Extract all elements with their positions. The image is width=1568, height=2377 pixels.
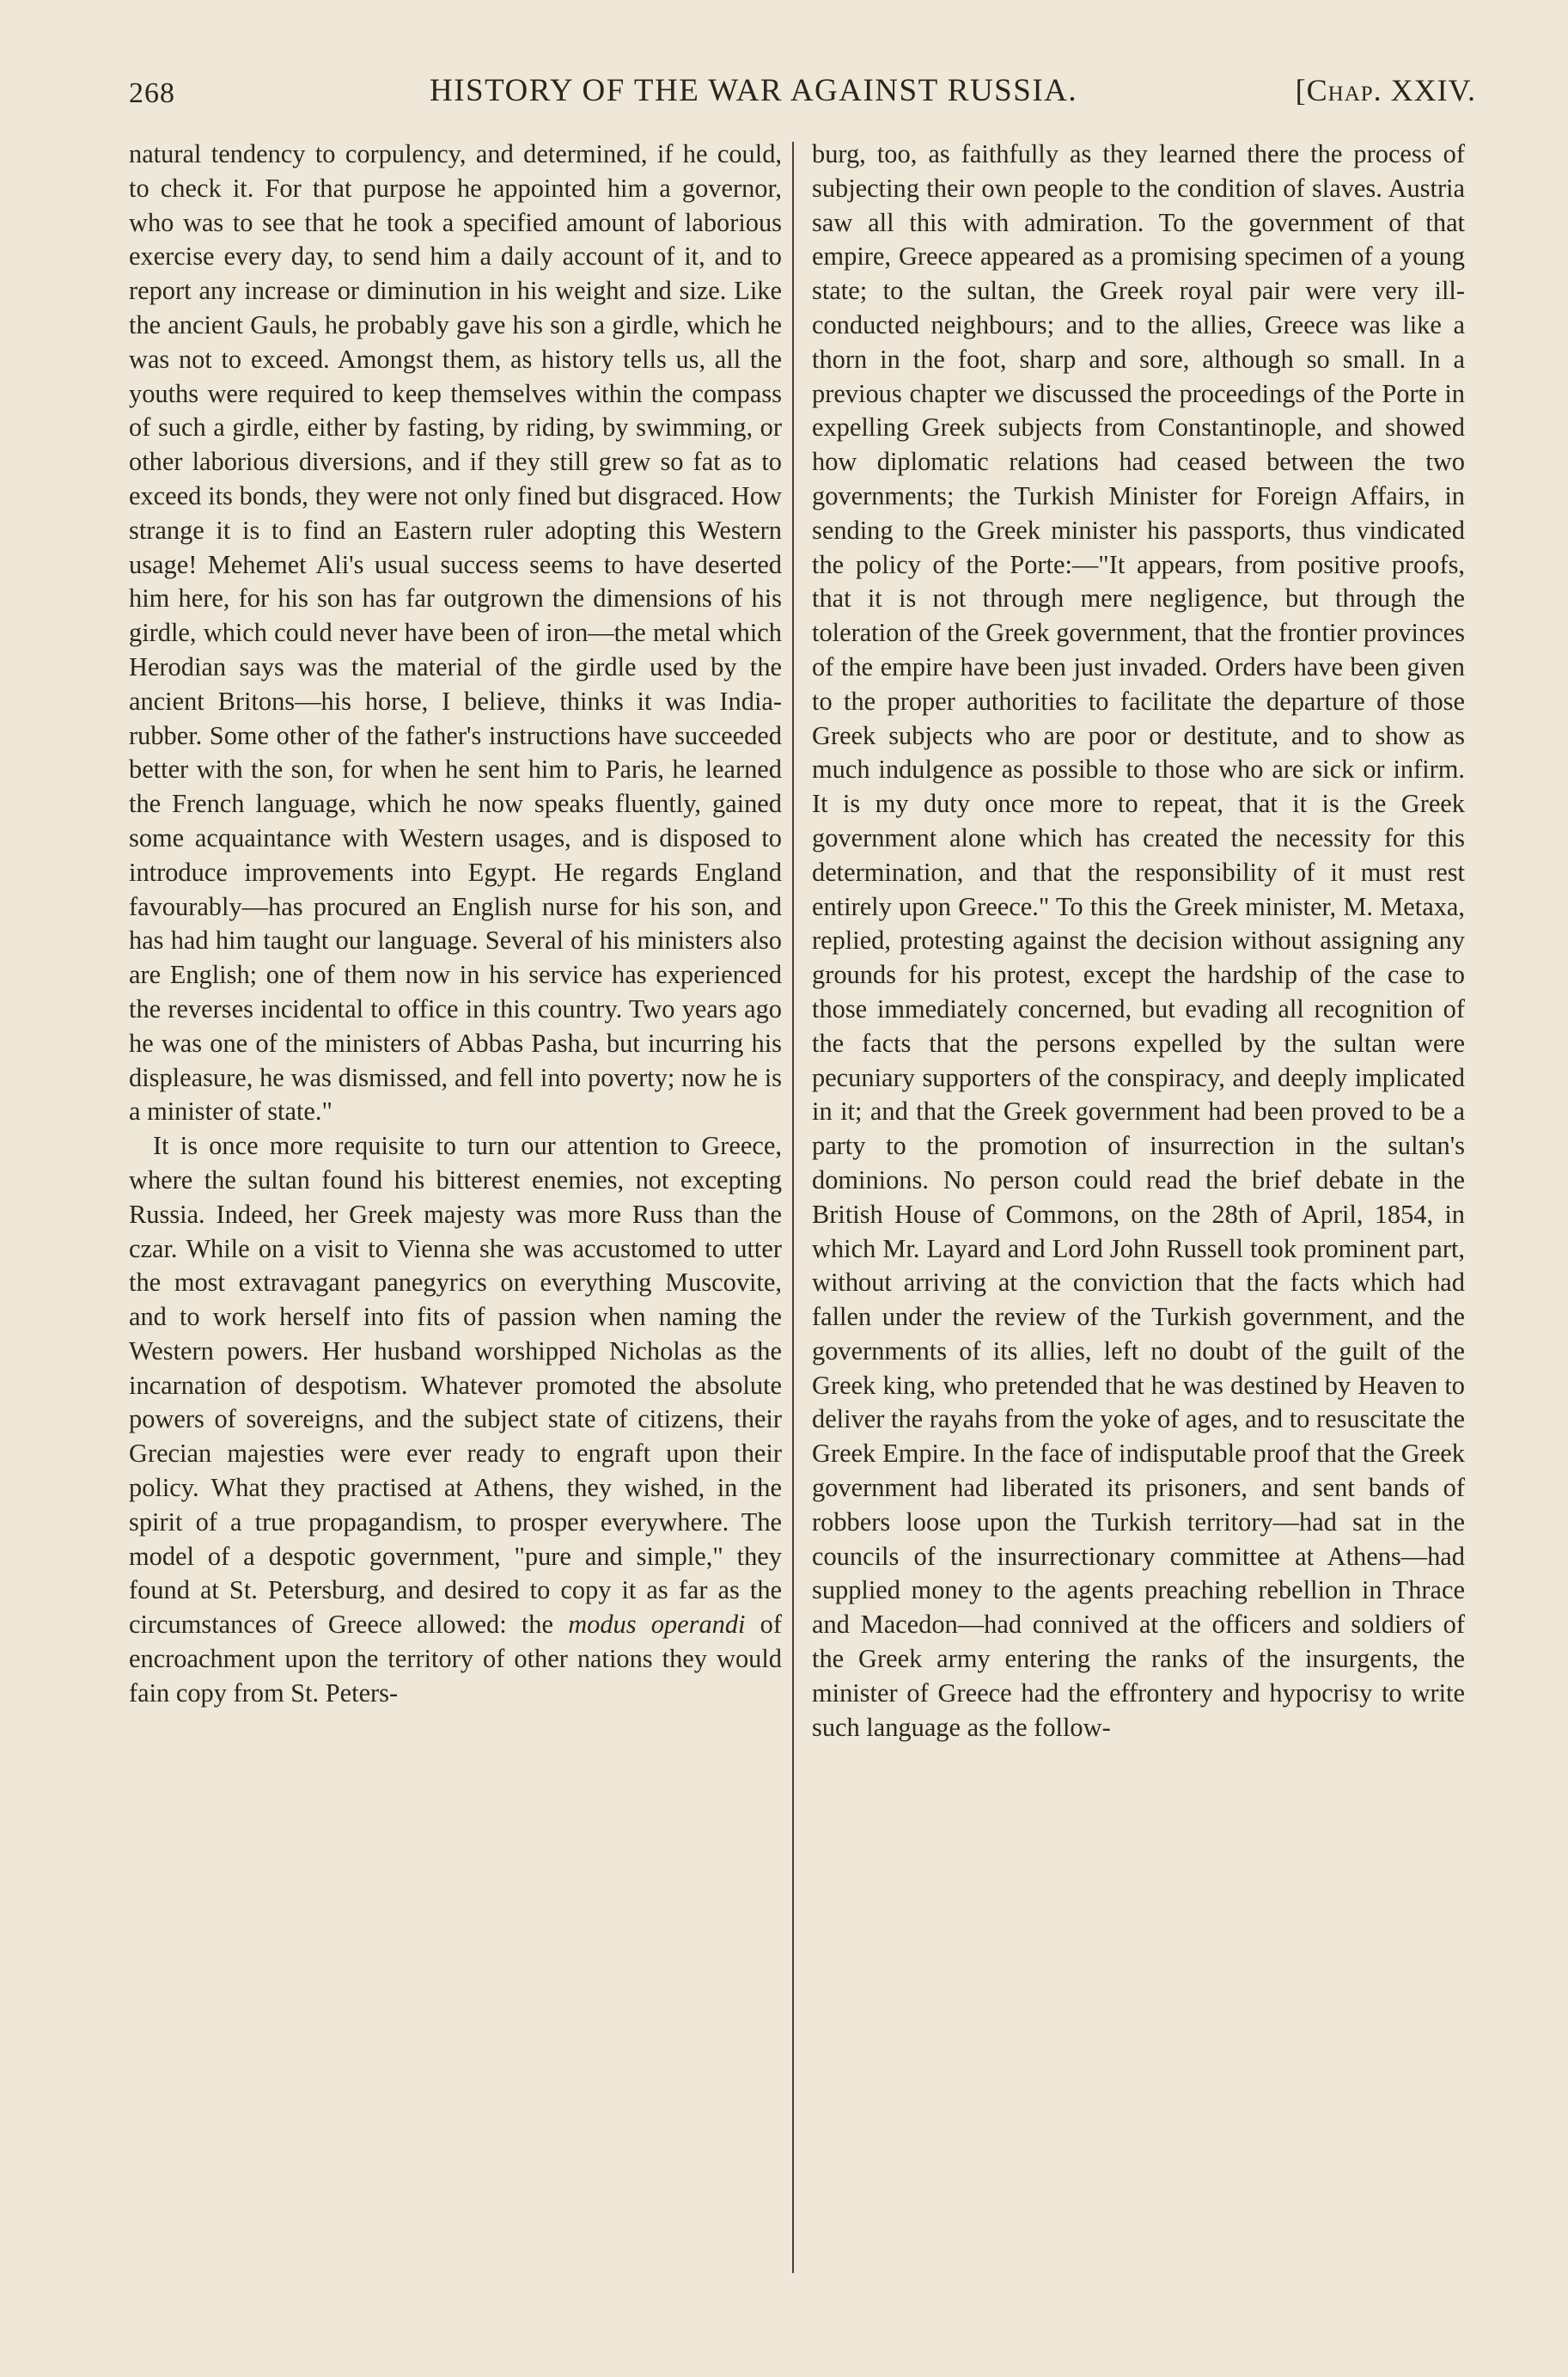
italic-phrase: modus operandi — [568, 1610, 746, 1640]
running-head — [129, 69, 1476, 117]
right-column — [812, 137, 1465, 1745]
column-divider — [792, 142, 794, 2273]
chapter-text: Chap. XXIV. — [1306, 73, 1476, 107]
running-title: HISTORY OF THE WAR AGAINST RUSSIA. — [430, 73, 1078, 108]
paragraph-text-end: of encroachment upon the territory of other nations they would fain copy from St. Peters- — [129, 1610, 782, 1708]
paragraph-greece — [129, 1129, 782, 1711]
chapter-label — [1296, 72, 1476, 108]
chapter-bracket: [ — [1295, 73, 1307, 107]
left-column — [129, 137, 782, 1711]
paragraph-continued-right: burg, too, as faithfully as they learned there the process of subjecting their own people to the condition of slaves. Austria saw all this with admiration. To the government of that empire, Greece appeared as a promising specimen of a young state; to the sultan, the Greek royal pair were very ill-conducted neighbours; and to the allies, Greece was like a thorn in the foot, sharp and sore, although so small. In a previous chapter we discussed the proceedings of the Porte in expelling Greek subjects from Constantinople, and showed how diplomatic relations had ceased between the two governments; the Turkish Minister for Foreign Affairs, in sending to the Greek minister his passports, thus vindicated the policy of the Porte:—"It appears, from positive proofs, that it is not through mere negligence, but through the toleration of the Greek government, that the frontier provinces of the empire have been just invaded. Orders have been given to the proper authorities to facilitate the departure of those Greek subjects who are poor or destitute, and to show as much indulgence as possible to those who are sick or infirm. It is my duty once more to repeat, that it is the Greek government alone which has created the necessity for this determination, and that the responsibility of it must rest entirely upon Greece." To this the Greek minister, M. Metaxa, replied, protesting against the decision without assigning any grounds for his protest, except the hardship of the case to those immediately concerned, but evading all recognition of the facts that the persons expelled by the sultan were pecuniary supporters of the conspiracy, and deeply implicated in it; and that the Greek government had been proved to be a party to the promotion of insurrection in the sultan's dominions. No person could read the brief debate in the British House of Commons, on the 28th of April, 1854, in which Mr. Layard and Lord John Russell took prominent part, without arriving at the conviction that the facts which had fallen under the review of the Turkish government, and the governments of its allies, left no doubt of the guilt of the Greek king, who pretended that he was destined by Heaven to deliver the rayahs from the yoke of ages, and to resuscitate the Greek Empire. In the face of indisputable proof that the Greek government had liberated its prisoners, and sent bands of robbers loose upon the Turkish territory—had sat in the councils of the insurrectionary committee at Athens—had supplied money to the agents preaching rebellion in Thrace and Macedon—had connived at the officers and soldiers of the Greek army entering the ranks of the insurgents, the minister of Greece had the effrontery and hypocrisy to write such language as the follow- — [812, 139, 1465, 1742]
paragraph-continued: natural tendency to corpulency, and determined, if he could, to check it. For that purpose he appointed him a governor, who was to see that he took a specified amount of laborious exercise every day, to send him a daily account of it, and to report any increase or diminution in his weight and size. Like the ancient Gauls, he probably gave his son a girdle, which he was not to exceed. Amongst them, as history tells us, all the youths were required to keep themselves within the compass of such a girdle, either by fasting, by riding, by swimming, or other laborious diversions, and if they still grew so fat as to exceed its bonds, they were not only fined but disgraced. How strange it is to find an Eastern ruler adopting this Western usage! Mehemet Ali's usual success seems to have deserted him here, for his son has far outgrown the dimensions of his girdle, which could never have been of iron—the metal which Herodian says was the material of the girdle used by the ancient Britons—his horse, I believe, thinks it was India-rubber. Some other of the father's instructions have succeeded better with the son, for when he sent him to Paris, he learned the French language, which he now speaks fluently, gained some acquaintance with Western usages, and is disposed to introduce improvements into Egypt. He regards England favourably—has procured an English nurse for his son, and has had him taught our language. Several of his ministers also are English; one of them now in his service has experienced the reverses incidental to office in this country. Two years ago he was one of the ministers of Abbas Pasha, but incurring his displeasure, he was dismissed, and fell into poverty; now he is a minister of state." — [129, 139, 782, 1127]
page-number: 268 — [129, 77, 175, 109]
paragraph-text: It is once more requisite to turn our attention to Greece, where the sultan found his bitterest enemies, not excepting Russia. Indeed, her Greek majesty was more Russ than the czar. While on a visit to Vienna she was accustomed to utter the most extravagant panegyrics on everything Muscovite, and to work herself into fits of passion when naming the Western powers. Her husband worshipped Nicholas as the incarnation of despotism. Whatever promoted the absolute powers of sovereigns, and the subject state of citizens, their Grecian majesties were ever ready to engraft upon their policy. What they practised at Athens, they wished, in the spirit of a true propagandism, to prosper everywhere. The model of a despotic government, "pure and simple," they found at St. Petersburg, and desired to copy it as far as the circumstances of Greece allowed: the — [129, 1131, 782, 1640]
